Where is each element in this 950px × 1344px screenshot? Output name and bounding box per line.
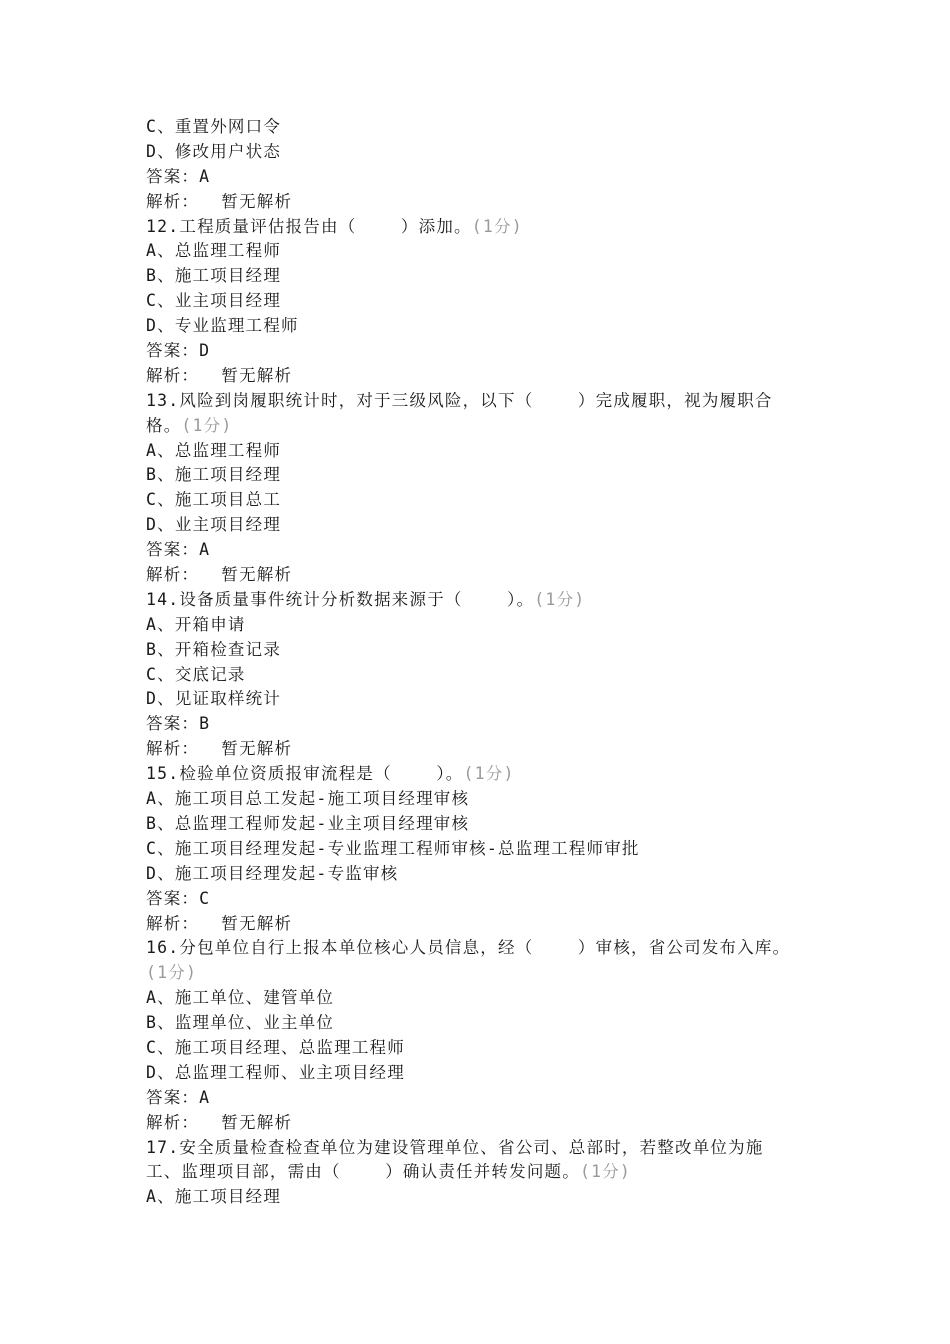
option-b: B、监理单位、业主单位 xyxy=(146,1013,335,1033)
analysis: 解析： 暂无解析 xyxy=(146,365,293,385)
analysis: 解析： 暂无解析 xyxy=(146,191,293,211)
document-page xyxy=(146,115,826,1210)
option-b: B、总监理工程师发起-业主项目经理审核 xyxy=(146,813,470,833)
answer: 答案：A xyxy=(146,1087,211,1107)
question-17 xyxy=(146,1136,826,1211)
option-d: D、专业监理工程师 xyxy=(146,316,299,336)
question-text: 13.风险到岗履职统计时，对于三级风险，以下（ ）完成履职，视为履职合 xyxy=(146,390,773,410)
question-score: (1分) xyxy=(146,963,198,983)
answer: 答案：A xyxy=(146,166,211,186)
option-d: D、修改用户状态 xyxy=(146,141,282,161)
answer: 答案：A xyxy=(146,540,211,560)
answer: 答案：B xyxy=(146,714,211,734)
analysis: 解析： 暂无解析 xyxy=(146,1112,293,1132)
option-d: D、见证取样统计 xyxy=(146,689,282,709)
question-text: 17.安全质量检查检查单位为建设管理单位、省公司、总部时，若整改单位为施 xyxy=(146,1137,764,1157)
analysis: 解析： 暂无解析 xyxy=(146,913,293,933)
option-b: B、开箱检查记录 xyxy=(146,639,282,659)
option-c: C、重置外网口令 xyxy=(146,117,282,136)
option-a: A、施工项目总工发起-施工项目经理审核 xyxy=(146,789,470,809)
option-a: A、施工项目经理 xyxy=(146,1187,282,1207)
option-d: D、业主项目经理 xyxy=(146,515,282,535)
question-text xyxy=(146,215,826,240)
question-fragment xyxy=(146,115,826,215)
question-text xyxy=(146,762,826,787)
question-line: 格。 xyxy=(146,415,182,435)
question-score: (1分) xyxy=(471,216,523,236)
option-c: C、施工项目总工 xyxy=(146,490,282,510)
question-text-cont xyxy=(146,1160,826,1185)
question-score: (1分) xyxy=(579,1162,632,1182)
question-line: 工、监理项目部，需由（ ）确认责任并转发问题。 xyxy=(146,1162,580,1182)
question-12 xyxy=(146,215,826,389)
option-d: D、施工项目经理发起-专监审核 xyxy=(146,863,399,883)
option-b: B、施工项目经理 xyxy=(146,266,282,286)
question-14 xyxy=(146,588,826,762)
option-d: D、总监理工程师、业主项目经理 xyxy=(146,1062,405,1082)
analysis: 解析： 暂无解析 xyxy=(146,739,293,759)
question-score: (1分) xyxy=(463,764,515,784)
question-score: (1分) xyxy=(181,415,233,435)
analysis: 解析： 暂无解析 xyxy=(146,565,293,585)
option-a: A、总监理工程师 xyxy=(146,241,282,261)
question-text-cont xyxy=(146,414,826,439)
option-c: C、施工项目经理发起-专业监理工程师审核-总监理工程师审批 xyxy=(146,838,640,858)
option-a: A、总监理工程师 xyxy=(146,440,282,460)
question-15 xyxy=(146,762,826,936)
option-c: C、业主项目经理 xyxy=(146,291,282,311)
question-line: 12.工程质量评估报告由（ ）添加。 xyxy=(146,216,472,236)
question-13 xyxy=(146,389,826,588)
answer: 答案：D xyxy=(146,341,211,361)
question-line: 14.设备质量事件统计分析数据来源于（ ）。 xyxy=(146,589,535,609)
question-text: 16.分包单位自行上报本单位核心人员信息，经（ ）审核，省公司发布入库。 xyxy=(146,938,791,958)
option-b: B、施工项目经理 xyxy=(146,465,282,485)
question-score: (1分) xyxy=(534,589,586,609)
option-a: A、施工单位、建管单位 xyxy=(146,988,335,1008)
question-text xyxy=(146,588,826,613)
option-a: A、开箱申请 xyxy=(146,614,246,634)
option-c: C、施工项目经理、总监理工程师 xyxy=(146,1037,405,1057)
option-c: C、交底记录 xyxy=(146,664,246,684)
question-16 xyxy=(146,936,826,1135)
question-line: 15.检验单位资质报审流程是（ ）。 xyxy=(146,764,464,784)
answer: 答案：C xyxy=(146,888,211,908)
